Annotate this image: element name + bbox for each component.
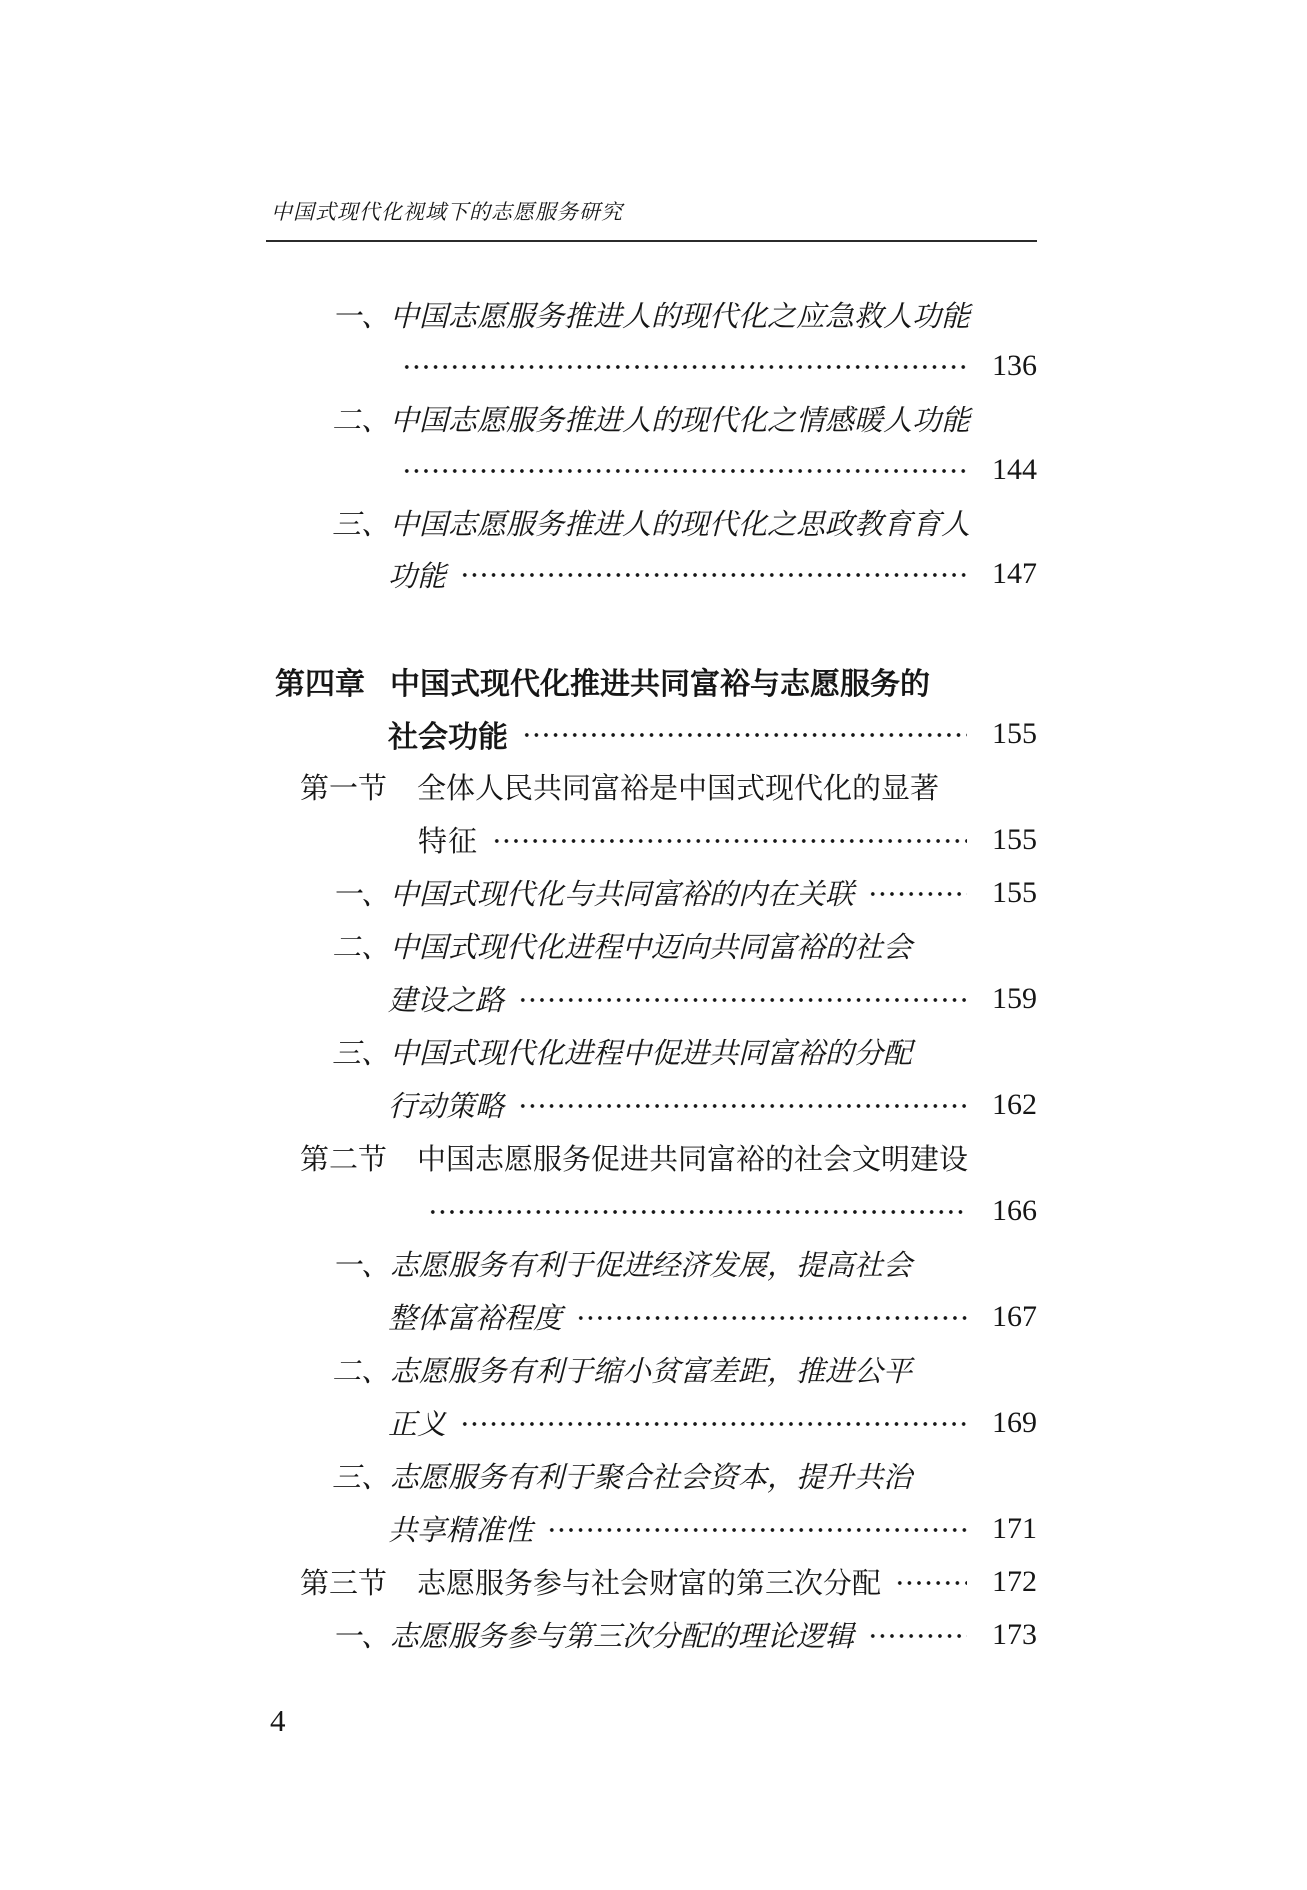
page-number: 155 (992, 822, 1037, 856)
toc-line (270, 444, 1037, 496)
toc-entry-text: 中国式现代化进程中迈向共同富裕的社会 (390, 932, 913, 964)
toc-entry-text: 中国志愿服务推进人的现代化之思政教育育人 (390, 508, 971, 541)
page-number: 172 (992, 1564, 1037, 1598)
toc-line (270, 288, 1037, 340)
toc-entry-number: 一、 (332, 1621, 391, 1653)
toc-line (270, 340, 1037, 392)
toc-line (270, 972, 1037, 1025)
toc-line (270, 1131, 1037, 1184)
toc-entry-text: 中国式现代化与共同富裕的内在关联 (390, 879, 855, 911)
toc-entry-text: 中国式现代化推进共同富裕与志愿服务的 (390, 667, 930, 701)
toc-entry-number: 三、 (332, 1462, 391, 1494)
toc-entry-number: 二、 (332, 404, 391, 437)
toc-entry-text: 正义 (388, 1409, 447, 1441)
dot-leader (545, 1502, 967, 1555)
toc-entry-text: 建设之路 (388, 985, 505, 1017)
toc-entry-number: 第四章 (275, 667, 365, 701)
dot-leader (574, 1290, 967, 1343)
toc-line (270, 707, 1037, 760)
dot-leader (400, 340, 967, 392)
toc-entry-number: 一、 (332, 300, 391, 333)
page-number: 136 (992, 349, 1037, 382)
toc-line (270, 1290, 1037, 1343)
toc-entry-text: 行动策略 (388, 1091, 505, 1123)
page-number: 155 (992, 875, 1037, 909)
toc-line (270, 1237, 1037, 1290)
toc-line (270, 919, 1037, 972)
toc-line (270, 548, 1037, 600)
toc-line (270, 1184, 1037, 1237)
dot-leader (426, 1184, 967, 1237)
toc-line (270, 1396, 1037, 1449)
toc-entry-text: 志愿服务参与社会财富的第三次分配 (417, 1568, 882, 1600)
dot-leader (866, 1608, 967, 1661)
toc-entry-text: 志愿服务有利于缩小贫富差距，推进公平 (390, 1356, 913, 1388)
toc-entry-number: 第二节 (300, 1144, 388, 1176)
toc-entry-text: 志愿服务参与第三次分配的理论逻辑 (390, 1621, 855, 1653)
toc-entry-text: 志愿服务有利于聚合社会资本，提升共治 (390, 1462, 913, 1494)
toc-entry-number: 第一节 (300, 773, 388, 805)
toc-line (270, 654, 1037, 707)
toc-line (270, 1608, 1037, 1661)
page-number: 147 (992, 557, 1037, 590)
dot-leader (520, 707, 967, 760)
toc-entry-number: 三、 (332, 508, 391, 541)
toc-line (270, 866, 1037, 919)
toc-entry-number: 第三节 (300, 1568, 388, 1600)
toc-entry-text: 志愿服务有利于促进经济发展，提高社会 (390, 1250, 913, 1282)
toc-entry-text: 特征 (418, 826, 479, 858)
toc-entry-text: 中国志愿服务促进共同富裕的社会文明建设 (417, 1144, 969, 1176)
toc-entry-text: 整体富裕程度 (388, 1303, 563, 1335)
dot-leader (400, 444, 967, 496)
toc-line (270, 760, 1037, 813)
dot-leader (490, 813, 967, 866)
header-rule (266, 240, 1037, 242)
dot-leader (866, 866, 967, 919)
dot-leader (516, 1078, 967, 1131)
dot-leader (458, 1396, 967, 1449)
toc-entry-number: 二、 (332, 932, 391, 964)
page-number: 162 (992, 1087, 1037, 1121)
page-number: 166 (992, 1193, 1037, 1227)
dot-leader (516, 972, 967, 1025)
toc-spacer (270, 600, 1037, 654)
toc-line (270, 392, 1037, 444)
toc-line (270, 1078, 1037, 1131)
page-number: 155 (992, 716, 1037, 750)
toc-entry-text: 中国式现代化进程中促进共同富裕的分配 (390, 1038, 913, 1070)
table-of-contents (270, 288, 1037, 1661)
running-header: 中国式现代化视域下的志愿服务研究 (271, 200, 623, 224)
toc-entry-text: 共享精准性 (388, 1515, 534, 1547)
toc-line (270, 1449, 1037, 1502)
toc-line (270, 813, 1037, 866)
dot-leader (893, 1555, 967, 1608)
page-number: 171 (992, 1511, 1037, 1545)
dot-leader (458, 548, 967, 600)
footer-page-number: 4 (270, 1703, 286, 1738)
toc-entry-number: 一、 (332, 1250, 391, 1282)
toc-line (270, 1343, 1037, 1396)
toc-line (270, 496, 1037, 548)
toc-entry-text: 中国志愿服务推进人的现代化之应急救人功能 (390, 300, 971, 333)
toc-entry-text: 全体人民共同富裕是中国式现代化的显著 (417, 773, 940, 805)
page-number: 167 (992, 1299, 1037, 1333)
toc-entry-number: 一、 (332, 879, 391, 911)
toc-entry-number: 三、 (332, 1038, 391, 1070)
page-number: 144 (992, 453, 1037, 486)
page-number: 169 (992, 1405, 1037, 1439)
page-number: 159 (992, 981, 1037, 1015)
toc-entry-text: 社会功能 (388, 720, 508, 754)
toc-entry-number: 二、 (332, 1356, 391, 1388)
toc-line (270, 1025, 1037, 1078)
toc-line (270, 1555, 1037, 1608)
page-number: 173 (992, 1617, 1037, 1651)
toc-entry-text: 功能 (388, 560, 447, 593)
toc-line (270, 1502, 1037, 1555)
toc-entry-text: 中国志愿服务推进人的现代化之情感暖人功能 (390, 404, 971, 437)
